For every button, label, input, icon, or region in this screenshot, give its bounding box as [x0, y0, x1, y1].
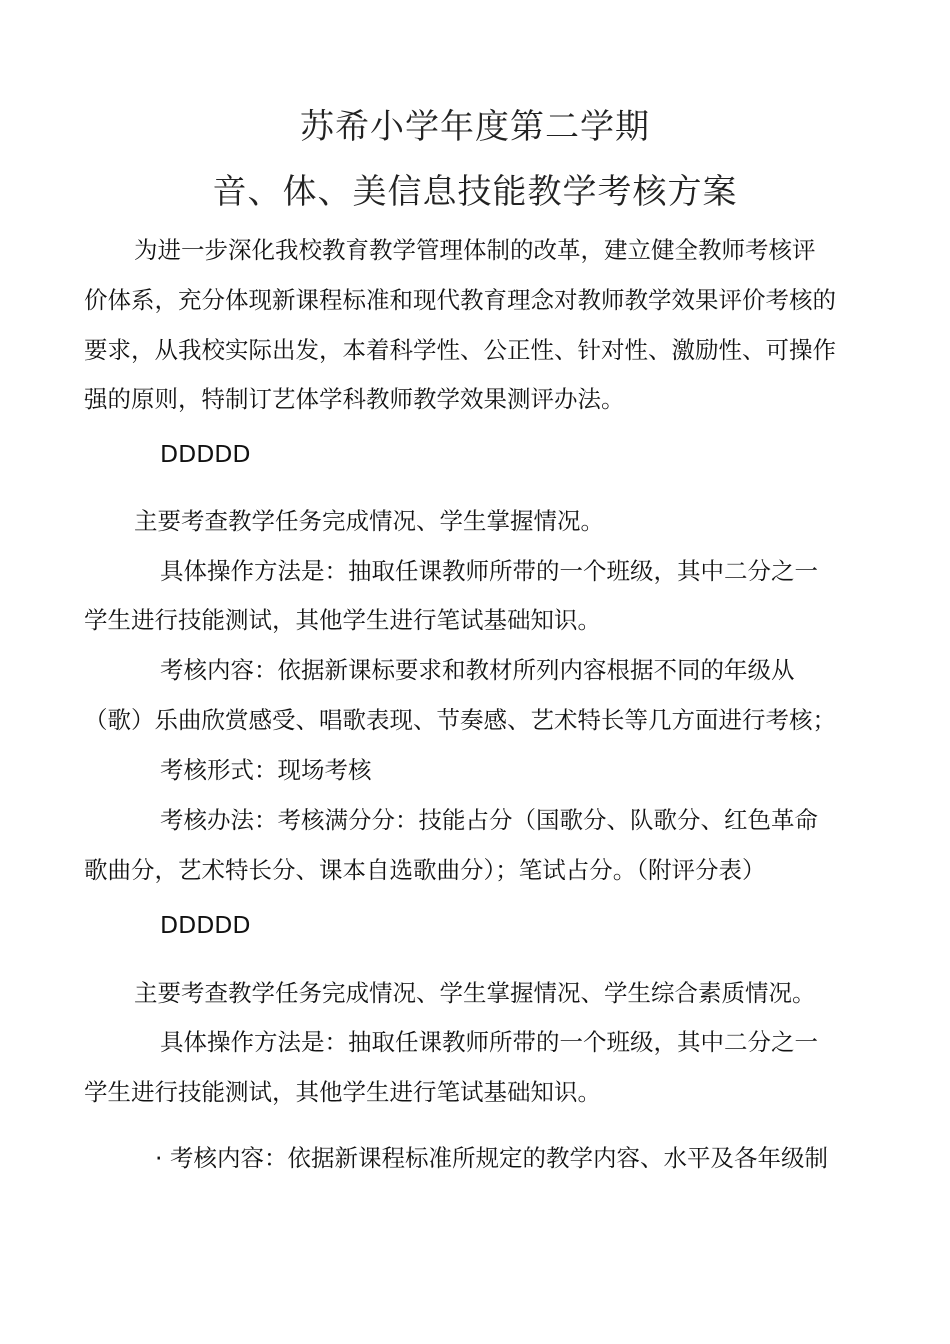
section-1-content-line: 考核内容：依据新课标要求和教材所列内容根据不同的年级从: [160, 656, 795, 684]
intro-line: 为进一步深化我校教育教学管理体制的改革，建立健全教师考核评: [134, 236, 816, 264]
section-1-method-line: 学生进行技能测试，其他学生进行笔试基础知识。: [84, 606, 601, 634]
section-1-method-line: 具体操作方法是：抽取任课教师所带的一个班级，其中二分之一: [160, 557, 818, 585]
section-2-focus: 主要考查教学任务完成情况、学生掌握情况、学生综合素质情况。: [134, 979, 816, 1007]
intro-line: 要求，从我校实际出发，本着科学性、公正性、针对性、激励性、可操作: [84, 336, 836, 364]
section-1-form: 考核形式：现场考核: [160, 756, 372, 784]
section-1-focus: 主要考查教学任务完成情况、学生掌握情况。: [134, 507, 604, 535]
section-2-method-line: 学生进行技能测试，其他学生进行笔试基础知识。: [84, 1078, 601, 1106]
section-2-method-line: 具体操作方法是：抽取任课教师所带的一个班级，其中二分之一: [160, 1028, 818, 1056]
document-title-line-1: 苏希小学年度第二学期: [300, 107, 650, 147]
section-2-content-line: · 考核内容：依据新课程标准所规定的教学内容、水平及各年级制: [155, 1144, 828, 1172]
intro-line: 强的原则，特制订艺体学科教师教学效果测评办法。: [84, 385, 625, 413]
intro-line: 价体系，充分体现新课程标准和现代教育理念对教师教学效果评价考核的: [84, 286, 836, 314]
section-1-scoring-line: 考核办法：考核满分分：技能占分（国歌分、队歌分、红色革命: [160, 806, 818, 834]
section-1-scoring-line: 歌曲分，艺术特长分、课本自选歌曲分）；笔试占分。（附评分表）: [84, 856, 766, 884]
document-title-line-2: 音、体、美信息技能教学考核方案: [212, 172, 738, 212]
section-heading-1: DDDDD: [160, 440, 251, 468]
section-heading-2: DDDDD: [160, 911, 251, 939]
section-1-content-line: （歌）乐曲欣赏感受、唱歌表现、节奏感、艺术特长等几方面进行考核；: [84, 706, 836, 734]
